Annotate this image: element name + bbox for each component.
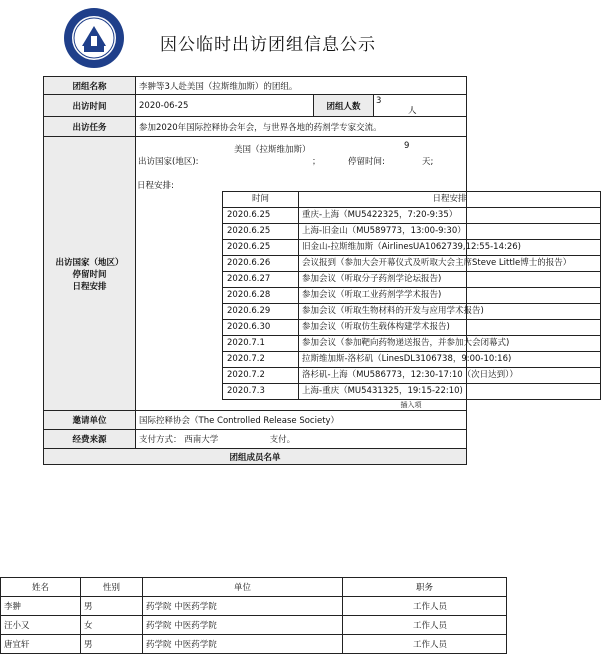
schedule-row [223, 320, 601, 336]
member-title: 工作人员 [343, 635, 507, 654]
task-value: 参加2020年国际控释协会年会，与世界各地的药剂学专家交流。 [136, 117, 467, 137]
member-gender: 男 [81, 597, 143, 616]
detail-cell [136, 137, 572, 411]
group-name-value: 李翀等3人赴美国（拉斯维加斯）的团组。 [136, 77, 467, 95]
visit-time-value: 2020-06-25 [136, 95, 314, 117]
destination-prefix: 出访国家(地区): [138, 157, 199, 167]
schedule-plan: 参加会议（听取仿生载体构建学术报告) [299, 320, 601, 336]
schedule-row [223, 240, 601, 256]
schedule-row [223, 336, 601, 352]
schedule-row [223, 256, 601, 272]
schedule-plan: 上海-重庆（MU5431325，19:15-22:10) [299, 384, 601, 400]
member-gender: 男 [81, 635, 143, 654]
members-count-unit: 人 [408, 106, 417, 116]
member-unit: 药学院 中医药学院 [143, 597, 343, 616]
schedule-date: 2020.6.25 [223, 240, 299, 256]
schedule-plan: 参加会议（参加靶向药物递送报告，并参加大会闭幕式) [299, 336, 601, 352]
member-row [1, 597, 507, 616]
schedule-plan: 上海-旧金山（MU589773，13:00-9:30） [299, 224, 601, 240]
member-name: 唐宜轩 [1, 635, 81, 654]
schedule-label: 日程安排: [137, 181, 174, 191]
funding-label: 经费来源 [44, 430, 136, 449]
schedule-date: 2020.6.27 [223, 272, 299, 288]
schedule-date: 2020.7.2 [223, 352, 299, 368]
schedule-date: 2020.6.25 [223, 224, 299, 240]
members-table [0, 577, 507, 654]
schedule-row [223, 304, 601, 320]
stay-time-label: 停留时间: [348, 157, 385, 167]
schedule-date: 2020.7.2 [223, 368, 299, 384]
schedule-row [223, 384, 601, 400]
visit-time-label: 出访时间 [44, 95, 136, 117]
stay-days-value: 9 [404, 141, 410, 151]
schedule-plan: 旧金山-拉斯维加斯（AirlinesUA1062739,12:55-14:26) [299, 240, 601, 256]
schedule-plan: 洛杉矶-上海（MU586773，12:30-17:10（次日达到）） [299, 368, 601, 384]
member-title: 工作人员 [343, 597, 507, 616]
members-col-header: 职务 [343, 578, 507, 597]
schedule-row [223, 288, 601, 304]
member-unit: 药学院 中医药学院 [143, 616, 343, 635]
schedule-date: 2020.6.25 [223, 208, 299, 224]
schedule-plan: 参加会议（听取生物材料的开发与应用学术报告) [299, 304, 601, 320]
stay-days-unit: 天; [422, 157, 434, 167]
member-name: 李翀 [1, 597, 81, 616]
university-seal-logo [62, 6, 126, 70]
info-table [43, 76, 572, 465]
member-row [1, 635, 507, 654]
insert-item-label: 插入项 [400, 401, 422, 409]
member-gender: 女 [81, 616, 143, 635]
group-name-label: 团组名称 [44, 77, 136, 95]
schedule-date: 2020.7.3 [223, 384, 299, 400]
schedule-row [223, 352, 601, 368]
members-col-header: 性别 [81, 578, 143, 597]
destination-country: 美国（拉斯维加斯） [234, 145, 311, 155]
schedule-plan: 拉斯维加斯-洛杉矶（LinesDL3106738，9:00-10:16) [299, 352, 601, 368]
members-count-label: 团组人数 [314, 95, 374, 117]
member-unit: 药学院 中医药学院 [143, 635, 343, 654]
schedule-col-time: 时间 [223, 192, 299, 208]
schedule-plan: 会议报到（参加大会开幕仪式及听取大会主席Steve Little博士的报告） [299, 256, 601, 272]
schedule-date: 2020.6.30 [223, 320, 299, 336]
members-section-title: 团组成员名单 [44, 449, 467, 465]
schedule-col-plan: 日程安排 [299, 192, 601, 208]
members-col-header: 单位 [143, 578, 343, 597]
schedule-date: 2020.6.26 [223, 256, 299, 272]
detail-label-country: 出访国家（地区） [55, 257, 124, 268]
schedule-row [223, 208, 601, 224]
member-row [1, 616, 507, 635]
members-count-value: 3 [376, 96, 382, 106]
inviter-label: 邀请单位 [44, 411, 136, 430]
schedule-row [223, 272, 601, 288]
member-name: 汪小又 [1, 616, 81, 635]
detail-label [44, 137, 136, 411]
detail-label-stay: 停留时间 [72, 269, 107, 280]
schedule-table [222, 191, 601, 400]
schedule-row [223, 224, 601, 240]
destination-separator: ； [312, 157, 321, 167]
page-title: 因公临时出访团组信息公示 [160, 35, 376, 55]
destination-line [136, 137, 466, 177]
schedule-date: 2020.7.1 [223, 336, 299, 352]
schedule-plan: 重庆-上海（MU5422325，7:20-9:35） [299, 208, 601, 224]
schedule-date: 2020.6.29 [223, 304, 299, 320]
funding-method: 支付方式： [139, 435, 182, 445]
funding-payer: 西南大学 [184, 435, 219, 445]
funding-value [136, 430, 467, 449]
schedule-plan: 参加会议（听取分子药剂学论坛报告) [299, 272, 601, 288]
member-title: 工作人员 [343, 616, 507, 635]
inviter-value: 国际控释协会（The Controlled Release Society） [136, 411, 467, 430]
task-label: 出访任务 [44, 117, 136, 137]
detail-label-schedule: 日程安排 [72, 281, 107, 292]
schedule-date: 2020.6.28 [223, 288, 299, 304]
members-col-header: 姓名 [1, 578, 81, 597]
schedule-plan: 参加会议（听取工业药剂学学术报告) [299, 288, 601, 304]
schedule-row [223, 368, 601, 384]
members-count-cell [374, 95, 467, 117]
funding-suffix: 支付。 [269, 435, 296, 445]
